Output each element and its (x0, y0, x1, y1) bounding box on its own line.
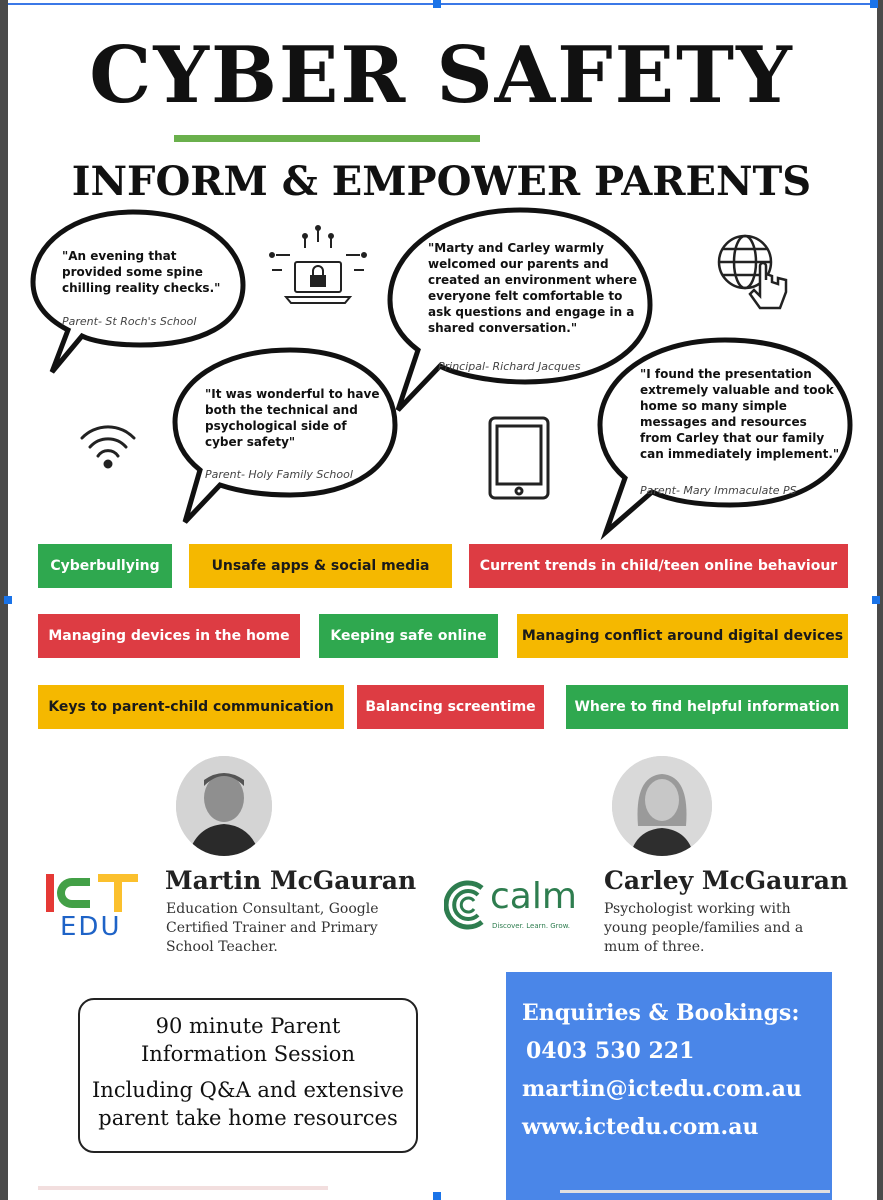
testimonial-attribution-2: Principal- Richard Jacques (438, 360, 581, 373)
ict-edu-logo-text-bottom: EDU (60, 912, 122, 942)
globe-hand-icon (719, 236, 786, 308)
testimonial-attribution-3: Parent- Holy Family School (205, 468, 353, 481)
title-underline (174, 135, 480, 142)
bottom-divider (38, 1186, 328, 1190)
presenter-role-martin: Education Consultant, Google Certified Trainer and Primary School Teacher. (166, 901, 379, 955)
calm-logo-tagline: Discover. Learn. Grow. (492, 922, 571, 930)
topic-tag-parent-child-communication: Keys to parent-child communication (38, 685, 344, 729)
topic-tag-managing-devices: Managing devices in the home (38, 614, 300, 658)
topic-tag-balancing-screentime: Balancing screentime (357, 685, 544, 729)
topic-tag-current-trends: Current trends in child/teen online behaviour (469, 544, 848, 588)
tablet-icon (490, 418, 548, 498)
topic-tag-unsafe-apps: Unsafe apps & social media (189, 544, 452, 588)
session-line-4: parent take home resources (98, 1106, 398, 1130)
resize-handle-right[interactable] (872, 596, 880, 604)
testimonial-attribution-1: Parent- St Roch's School (62, 315, 197, 328)
ict-edu-logo (42, 868, 152, 946)
calm-logo (444, 876, 584, 936)
enquiries-phone[interactable]: 0403 530 221 (526, 1038, 695, 1064)
bottom-divider-right (560, 1190, 830, 1193)
testimonial-quote-3: "It was wonderful to have both the technical and psychological side of cyber safety" (205, 387, 380, 449)
resize-handle-left[interactable] (4, 596, 12, 604)
wifi-icon (82, 427, 134, 467)
resize-handle-top[interactable] (433, 0, 441, 8)
topic-tag-keeping-safe: Keeping safe online (319, 614, 498, 658)
session-info-box (78, 998, 418, 1153)
presenter-name-carley: Carley McGauran (604, 866, 849, 895)
enquiries-website[interactable]: www.ictedu.com.au (522, 1114, 759, 1140)
testimonial-attribution-4: Parent- Mary Immaculate PS (640, 484, 797, 497)
page-title: CYBER SAFETY (89, 30, 794, 121)
topic-tag-managing-conflict: Managing conflict around digital devices (517, 614, 848, 658)
laptop-lock-icon (270, 226, 366, 303)
enquiries-box (506, 972, 832, 1200)
topic-tag-helpful-information: Where to find helpful information (566, 685, 848, 729)
session-line-2: Information Session (141, 1042, 355, 1066)
avatar-carley (612, 756, 712, 856)
testimonial-quote-4: "I found the presentation extremely valuable and took home so many simple messages and resources from Carley that our family can immediately implement." (640, 367, 840, 461)
session-line-1: 90 minute Parent (155, 1014, 341, 1038)
presenter-name-martin: Martin McGauran (165, 866, 417, 895)
calm-logo-text: calm (490, 876, 577, 917)
testimonial-quote-1: "An evening that provided some spine chilling reality checks." (62, 249, 221, 295)
selection-top-edge (8, 3, 877, 5)
enquiries-heading: Enquiries & Bookings: (522, 1000, 800, 1026)
resize-handle-top-right[interactable] (870, 0, 878, 8)
testimonial-quote-2: "Marty and Carley warmly welcomed our parents and created an environment where everyone felt comfortable to ask questions and engage in a shared conversation." (428, 241, 637, 335)
enquiries-email[interactable]: martin@ictedu.com.au (522, 1076, 802, 1102)
topic-tag-cyberbullying: Cyberbullying (38, 544, 172, 588)
avatar-martin (176, 756, 272, 856)
session-line-3: Including Q&A and extensive (92, 1078, 404, 1102)
page-subtitle: INFORM & EMPOWER PARENTS (71, 158, 812, 205)
presenter-role-carley: Psychologist working with young people/families and a mum of three. (604, 901, 804, 955)
resize-handle-bottom[interactable] (433, 1192, 441, 1200)
